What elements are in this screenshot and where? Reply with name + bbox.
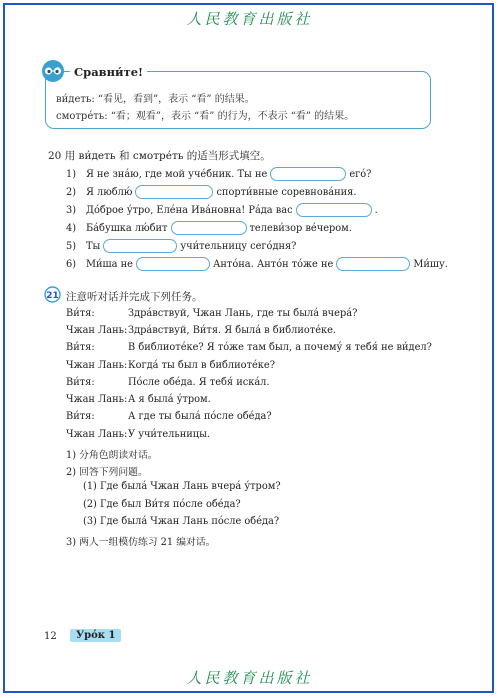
callout-title: Сравни́те! [70,65,147,79]
exercise-row-5 [66,239,296,253]
lesson-label: Уро́к 1 [70,629,121,642]
dialogue-speaker: Чжан Лань: [66,394,128,405]
exercise-text-after: спорти́вные соревнова́ния. [216,186,357,198]
dialogue-speaker: Чжан Лань: [66,360,128,371]
dialogue-line: У учи́тельницы. [128,429,211,440]
exercise-number: 6) [66,258,77,270]
answer-blank-2[interactable] [135,185,213,199]
answer-blank-4[interactable] [171,221,247,235]
answer-blank-5[interactable] [103,239,177,253]
task-20-title: 20 用 ви́деть 和 смотре́ть 的适当形式填空。 [48,150,271,162]
exercise-text-after: Ми́шу. [413,258,448,270]
exercise-number: 3) [66,204,77,216]
dialogue-speaker: Ви́тя: [66,308,95,319]
task-21-title: 注意听对话并完成下列任务。 [66,291,203,303]
exercise-text-before: Я люблю́ [86,186,133,198]
dialogue-line: А я была́ у́тром. [128,394,211,405]
question-2: (2) Где был Ви́тя по́сле обе́да? [83,499,241,510]
dialogue-line: Здра́вствуй, Ви́тя. Я была́ в библиоте́ке. [128,325,337,336]
exercise-number: 5) [66,240,77,252]
dialogue-speaker: Ви́тя: [66,411,95,422]
listening-badge-icon [44,286,61,303]
task-item-1: 1) 分角色朗读对话。 [66,450,158,461]
exercise-text-before: Я не зна́ю, где мой уче́бник. Ты не [86,168,268,180]
exercise-number: 1) [66,168,77,180]
dialogue-line: А где ты была́ по́сле обе́да? [128,411,272,422]
exercise-text-before: До́брое у́тро, Еле́на Ива́новна! Ра́да вас [86,204,293,216]
exercise-number: 2) [66,186,77,198]
exercise-text-before: Ми́ша не [86,258,133,270]
exercise-text-after: телеви́зор ве́чером. [249,222,352,234]
publisher-logo-bottom: 人民教育出版社 [186,669,313,687]
exercise-text-before: Ба́бушка лю́бит [86,222,168,234]
exercise-text-before: Ты [86,240,101,252]
dialogue-line: В библиоте́ке? Я то́же там был, а почему́ я тебя́ не ви́дел? [128,342,432,353]
exercise-number: 4) [66,222,77,234]
answer-blank-6a[interactable] [136,257,210,271]
publisher-logo-top: 人民教育出版社 [186,10,313,28]
exercise-text-after: его́? [349,168,372,180]
callout-line-videt: ви́деть: “看见，看到”，表示 “看” 的结果。 [56,94,255,105]
question-3: (3) Где была́ Чжан Лань по́сле обе́да? [83,516,280,527]
dialogue-speaker: Чжан Лань: [66,325,128,336]
exercise-text-after: . [374,204,378,216]
answer-blank-3[interactable] [296,203,372,217]
dialogue-speaker: Ви́тя: [66,377,95,388]
exercise-row-6 [66,257,448,271]
exercise-row-2 [66,185,356,199]
answer-blank-6b[interactable] [336,257,410,271]
task-item-2: 2) 回答下列问题。 [66,467,148,478]
task-item-3: 3) 两人一组模仿练习 21 编对话。 [66,537,216,548]
exercise-text-after: учи́тельницу сего́дня? [180,240,297,252]
exercise-row-4 [66,221,352,235]
dialogue-speaker: Чжан Лань: [66,429,128,440]
dialogue-line: По́сле обе́да. Я тебя́ иска́л. [128,377,270,388]
dialogue-speaker: Ви́тя: [66,342,95,353]
task-21-number: 21 [46,290,59,301]
exercise-row-1 [66,167,371,181]
eyes-icon [40,59,66,83]
question-1: (1) Где была́ Чжан Лань вчера́ у́тром? [83,481,281,492]
dialogue-line: Когда́ ты был в библиоте́ке? [128,360,275,371]
dialogue-line: Здра́вствуй, Чжан Лань, где ты была́ вчера́? [128,308,358,319]
answer-blank-1[interactable] [270,167,346,181]
exercise-text-mid: Анто́на. Анто́н то́же не [212,258,334,270]
exercise-row-3 [66,203,378,217]
callout-line-smotret: смотре́ть: “看；观看”，表示 “看” 的行为，不表示 “看” 的结果。 [56,111,355,122]
page-number: 12 [44,631,57,642]
